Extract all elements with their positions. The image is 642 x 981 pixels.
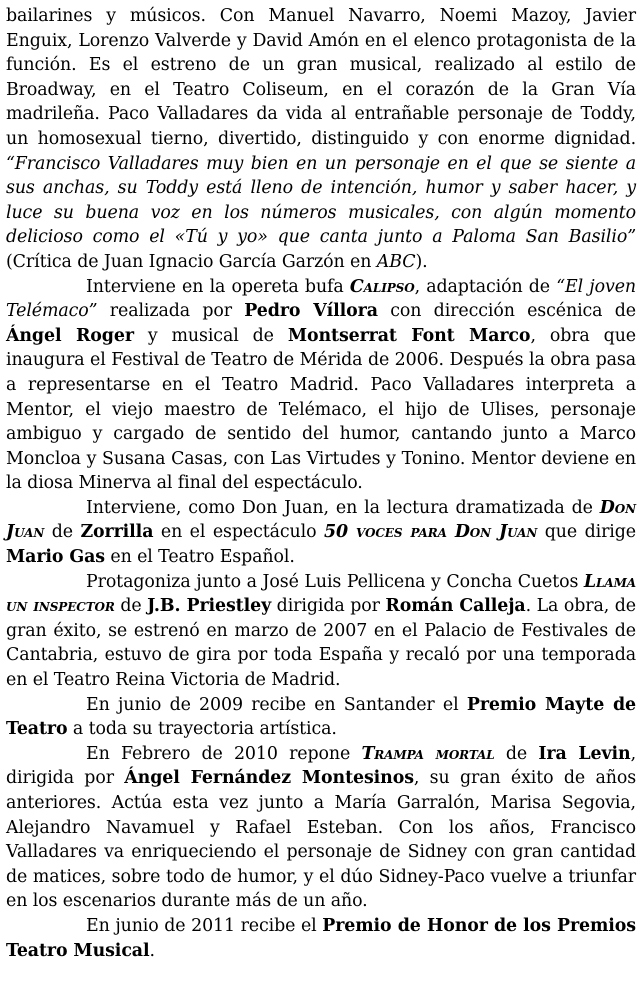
text-run: de — [494, 743, 539, 764]
text-run: bailarines y músicos. Con Manuel Navarro, Noemi Mazoy, Javier Enguix, Lorenzo Valverde y David Amón en el elenco protagonista de la función. Es el estreno de un gran musical, realizado al estilo de Broadway, en el Teatro Coliseum, en el corazón de la Gran Vía madrileña. Paco Valladares da vida al entrañable personaje de Toddy, un homosexual tierno, divertido, distinguido y con enorme dignidad. — [6, 6, 636, 149]
styled-text-run: Ira Levin — [538, 743, 631, 764]
paragraph-premio-mayte — [6, 693, 636, 742]
styled-text-run: Román Calleja — [385, 596, 526, 617]
paragraph-calipso — [6, 275, 636, 496]
text-run: En junio de 2009 recibe en Santander el — [86, 694, 467, 715]
paragraph-trampa-mortal — [6, 742, 636, 914]
styled-text-run: Premio de Honor de los Premios Teatro Musical — [6, 915, 636, 961]
styled-text-run: Montserrat Font Marco — [287, 325, 531, 346]
styled-text-run: Trampa mortal — [361, 743, 495, 764]
text-run: ). — [415, 251, 428, 272]
text-run: En junio de 2011 recibe el — [86, 915, 323, 936]
text-run: con dirección escénica de — [377, 301, 636, 322]
text-run: en el Teatro Español. — [104, 547, 295, 568]
styled-text-run: voces para Don Juan — [347, 522, 538, 543]
styled-text-run: Mario Gas — [6, 547, 105, 568]
text-run: Interviene, como Don Juan, en la lectura dramatizada de — [86, 497, 600, 518]
styled-text-run: Ángel Roger — [6, 325, 134, 346]
styled-text-run: Calipso — [349, 276, 415, 297]
text-run: En Febrero de 2010 repone — [86, 743, 362, 764]
text-run: Protagoniza junto a José Luis Pellicena y Concha Cuetos — [86, 571, 584, 592]
paragraph-don-juan — [6, 496, 636, 570]
styled-text-run: “Francisco Valladares muy bien en un personaje en el que se siente a sus anchas, su Toddy está lleno de intención, humor y saber hacer, y luce su buena voz en los números musicales, con algún momento delicioso como el «Tú y yo» que canta junto a Paloma San Basilio” — [6, 153, 636, 248]
paragraph-chicago — [6, 4, 636, 275]
text-run: , adaptación de — [414, 276, 557, 297]
text-run: realizada por — [97, 301, 245, 322]
styled-text-run: ABC — [376, 251, 416, 272]
text-run: que dirige — [537, 522, 636, 543]
text-run: (Crítica de Juan Ignacio García Garzón en — [6, 251, 377, 272]
paragraph-llama-un-inspector — [6, 570, 636, 693]
styled-text-run: “El joven Telémaco” — [6, 276, 636, 322]
text-run: Interviene en la opereta bufa — [86, 276, 350, 297]
styled-text-run: Pedro Víllora — [244, 301, 378, 322]
text-run: y musical de — [133, 325, 288, 346]
styled-text-run: 50 — [323, 522, 348, 543]
styled-text-run: Ángel Fernández Montesinos — [124, 768, 414, 789]
styled-text-run: Premio Mayte de Teatro — [6, 694, 636, 740]
text-run: . La obra, de gran éxito, se estrenó en marzo de 2007 en el Palacio de Festivales de Cantabria, estuvo de gira por toda España y recaló por una temporada en el Teatro Reina Victoria de Madrid. — [6, 596, 636, 691]
text-run: de — [114, 596, 148, 617]
text-run: . — [149, 940, 155, 961]
styled-text-run: Zorrilla — [80, 522, 154, 543]
paragraph-premio-honor — [6, 914, 636, 963]
text-run: , obra que inaugura el Festival de Teatro de Mérida de 2006. Después la obra pasa a representarse en el Teatro Madrid. Paco Valladares interpreta a Mentor, el viejo maestro de Telémaco, el hijo de Ulises, personaje ambiguo y cargado de sentido del humor, cantando junto a Marco Moncloa y Susana Casas, con Las Virtudes y Tonino. Mentor deviene en la diosa Minerva al final del espectáculo. — [6, 325, 636, 494]
text-run: , dirigida por — [6, 743, 636, 789]
text-run: de — [44, 522, 81, 543]
styled-text-run: J.B. Priestley — [147, 596, 272, 617]
styled-text-run: Don Juan — [6, 497, 636, 543]
text-run: dirigida por — [271, 596, 386, 617]
text-run: en el espectáculo — [153, 522, 324, 543]
styled-text-run: Llama un inspector — [6, 571, 636, 617]
text-run: , su gran éxito de años anteriores. Actúa esta vez junto a María Garralón, Marisa Segovia, Alejandro Navamuel y Rafael Esteban. Con los años, Francisco Valladares va enriqueciendo el personaje de Sidney con gran cantidad de matices, sobre todo de humor, y el dúo Sidney-Paco vuelve a triunfar en los escenarios durante más de un año. — [6, 768, 637, 912]
text-run: a toda su trayectoria artística. — [67, 719, 337, 740]
